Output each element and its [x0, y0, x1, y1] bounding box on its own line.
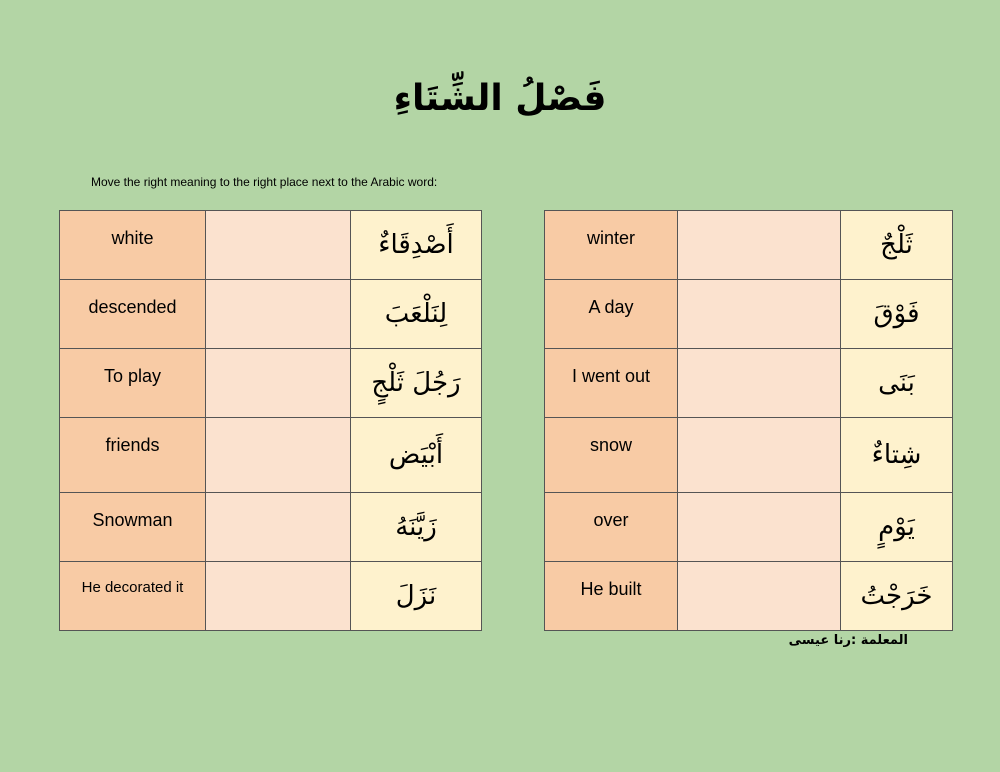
meaning-label: He built: [580, 579, 642, 599]
drop-zone[interactable]: [206, 349, 351, 418]
drop-zone[interactable]: [206, 562, 351, 631]
meaning-label: He decorated it: [81, 579, 184, 596]
table-row: [545, 280, 953, 349]
meaning-label: winter: [586, 228, 635, 248]
meaning-card[interactable]: [545, 280, 678, 349]
right-matching-table: [544, 210, 953, 631]
drop-zone[interactable]: [206, 280, 351, 349]
teacher-credit: المعلمة :رنا عيسى: [788, 633, 908, 648]
table-row: [60, 493, 482, 562]
drop-zone[interactable]: [206, 418, 351, 493]
meaning-card[interactable]: [545, 418, 678, 493]
arabic-word: نَزَلَ: [351, 562, 482, 631]
meaning-label: over: [593, 510, 629, 530]
arabic-word: أَبْيَض: [351, 418, 482, 493]
meaning-label: descended: [88, 297, 177, 317]
meaning-card[interactable]: [60, 349, 206, 418]
drop-zone[interactable]: [678, 349, 841, 418]
meaning-card[interactable]: [60, 493, 206, 562]
meaning-label: To play: [103, 366, 162, 386]
meaning-label: A day: [588, 297, 634, 317]
table-row: [545, 493, 953, 562]
arabic-word: لِنَلْعَبَ: [351, 280, 482, 349]
table-row: [60, 211, 482, 280]
page-title: فَصْلُ الشِّتَاءِ: [393, 78, 607, 119]
drop-zone[interactable]: [678, 562, 841, 631]
meaning-label: I went out: [571, 366, 651, 386]
arabic-word: شِتاءٌ: [841, 418, 953, 493]
meaning-card[interactable]: [545, 562, 678, 631]
arabic-word: خَرَجْتُ: [841, 562, 953, 631]
meaning-label: Snowman: [92, 510, 173, 530]
drop-zone[interactable]: [206, 211, 351, 280]
meaning-card[interactable]: [60, 211, 206, 280]
meaning-card[interactable]: [60, 280, 206, 349]
arabic-word: رَجُلَ ثَلْجٍ: [351, 349, 482, 418]
table-row: [60, 349, 482, 418]
table-row: [545, 211, 953, 280]
meaning-card[interactable]: [545, 211, 678, 280]
drop-zone[interactable]: [678, 280, 841, 349]
table-row: [60, 418, 482, 493]
table-row: [60, 280, 482, 349]
meaning-card[interactable]: [60, 418, 206, 493]
meaning-label: snow: [589, 435, 633, 455]
meaning-label: friends: [105, 435, 160, 455]
meaning-label: white: [111, 228, 154, 248]
arabic-word: ثَلْجٌ: [841, 211, 953, 280]
drop-zone[interactable]: [206, 493, 351, 562]
arabic-word: فَوْقَ: [841, 280, 953, 349]
arabic-word: يَوْمٍ: [841, 493, 953, 562]
meaning-card[interactable]: [60, 562, 206, 631]
left-matching-table: [59, 210, 482, 631]
arabic-word: زَيَّنَهُ: [351, 493, 482, 562]
table-row: [545, 418, 953, 493]
meaning-card[interactable]: [545, 349, 678, 418]
table-row: [545, 562, 953, 631]
table-row: [60, 562, 482, 631]
arabic-word: بَنَى: [841, 349, 953, 418]
drop-zone[interactable]: [678, 418, 841, 493]
arabic-word: أَصْدِقَاءٌ: [351, 211, 482, 280]
table-row: [545, 349, 953, 418]
instructions: Move the right meaning to the right place next to the Arabic word:: [91, 175, 438, 189]
meaning-card[interactable]: [545, 493, 678, 562]
drop-zone[interactable]: [678, 211, 841, 280]
drop-zone[interactable]: [678, 493, 841, 562]
